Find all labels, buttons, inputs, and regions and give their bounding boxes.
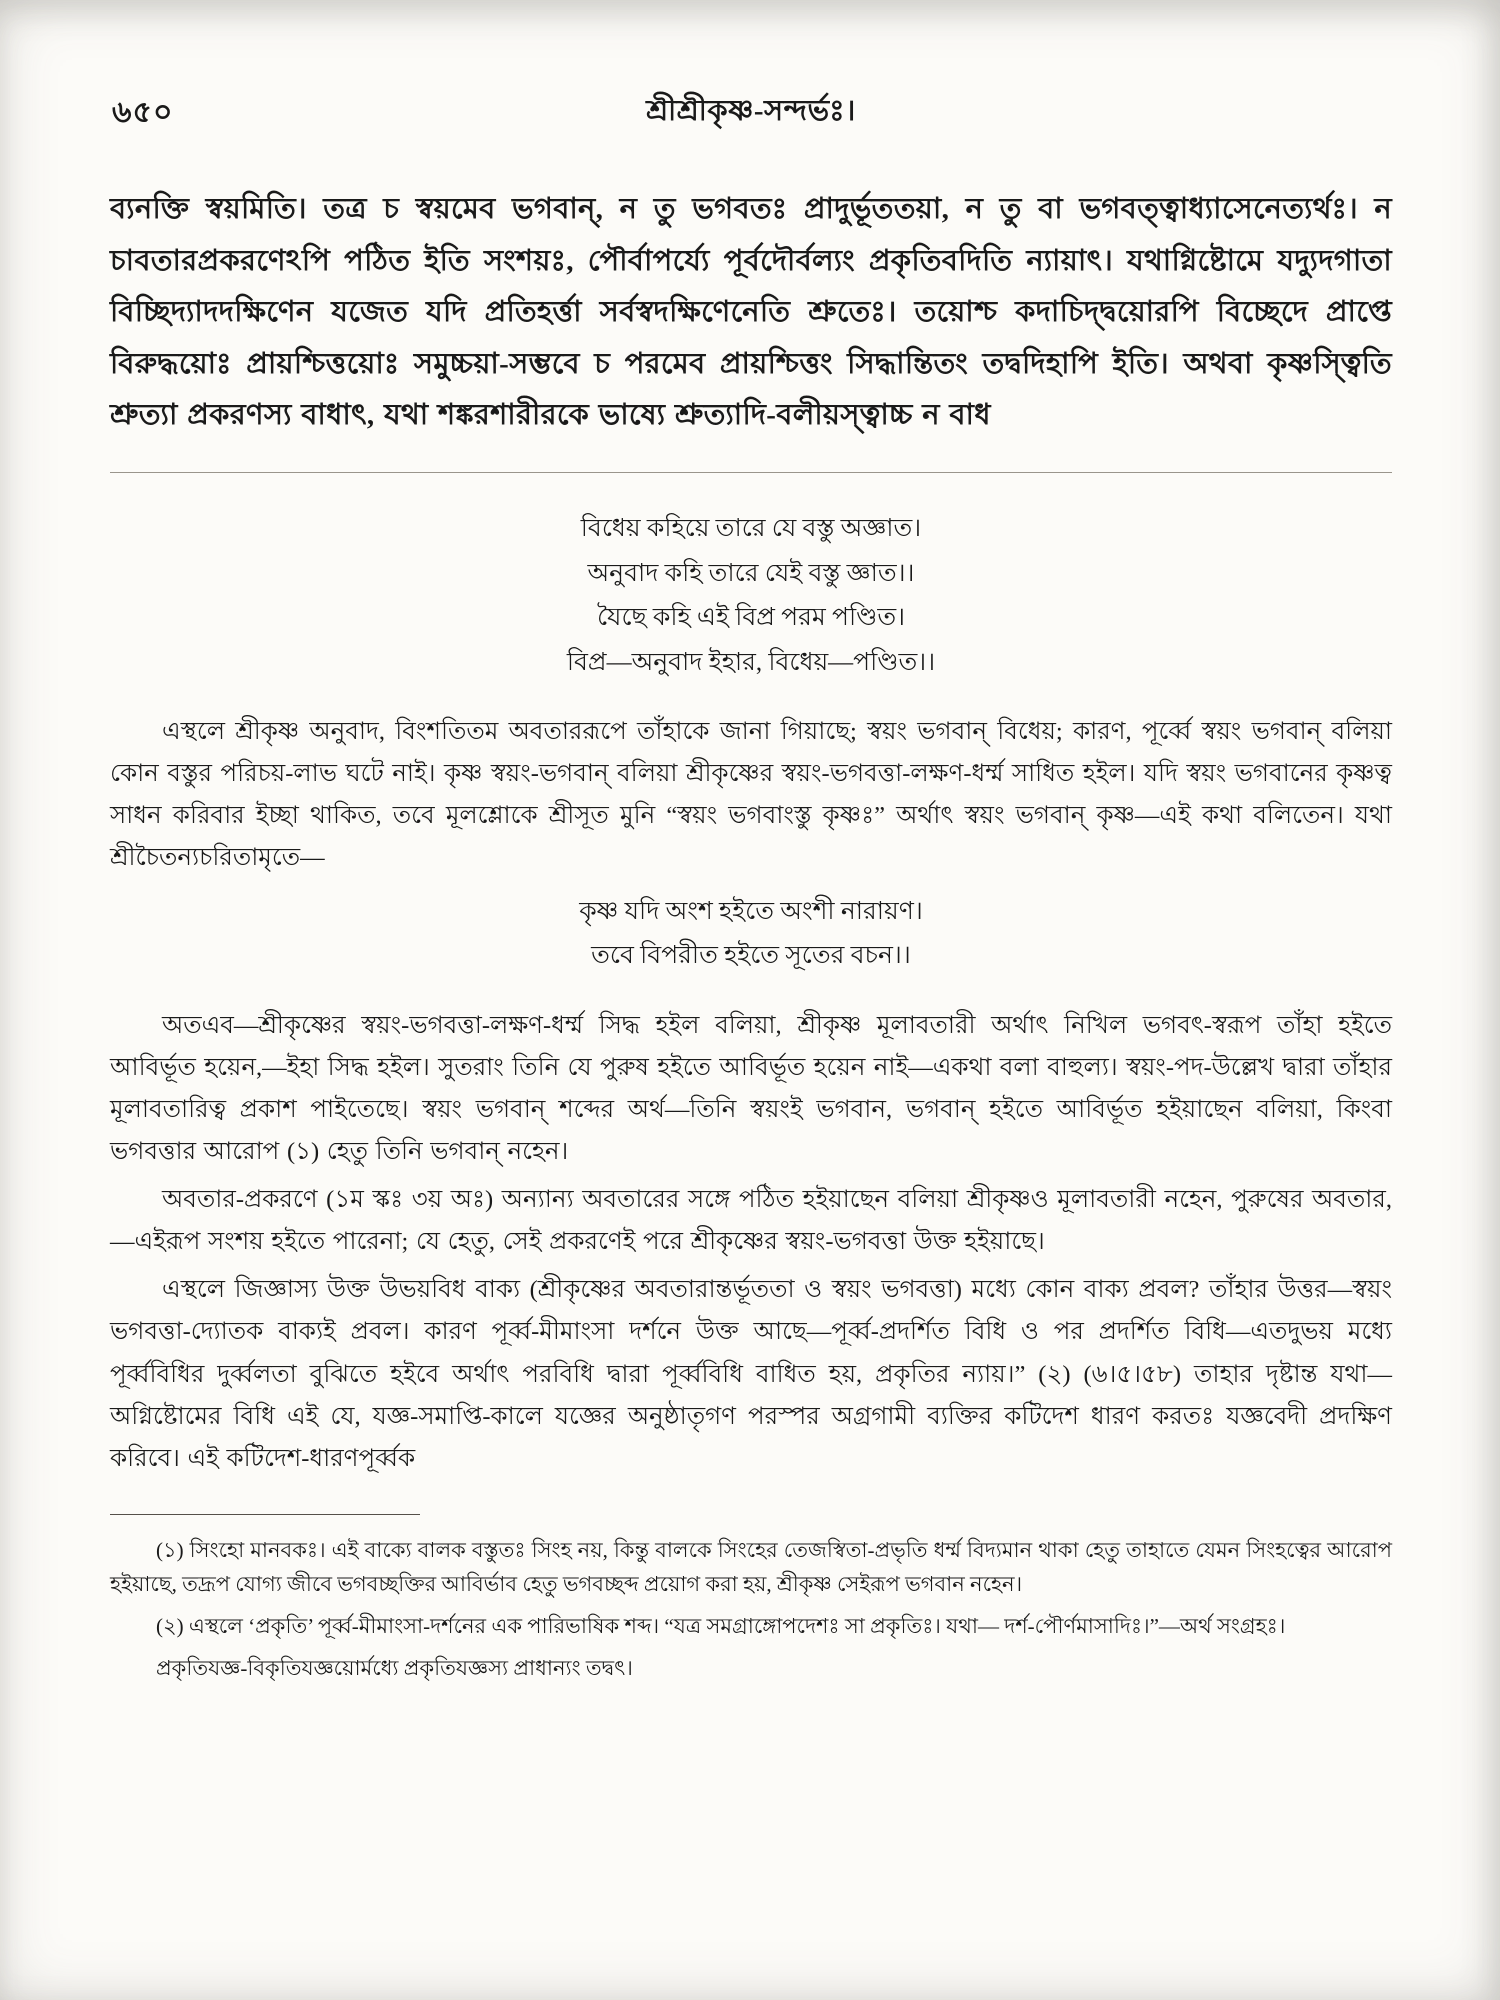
- book-title: শ্রীশ্রীকৃষ্ণ-সন্দর্ভঃ।: [646, 95, 856, 127]
- verse-line: অনুবাদ কহি তারে যেই বস্তু জ্ঞাত।।: [587, 559, 915, 587]
- section-divider-rule: [110, 472, 1392, 473]
- commentary-paragraph-4: এস্থলে জিজ্ঞাস্য উক্ত উভয়বিধ বাক্য (শ্রীকৃষ্ণের অবতারান্তর্ভূততা ও স্বয়ং ভগবত্তা) মধ্যে কোন বাক্য প্রবল? তাঁহার উত্তর—স্বয়ং ভগবত্তা-দ্যোতক বাক্যই প্রবল। কারণ পূর্ব্ব-মীমাংসা দর্শনে উক্ত আছে—পূর্ব্ব-প্রদর্শিত বিধি ও পর প্রদর্শিত বিধি—এতদুভয় মধ্যে পূর্ব্ববিধির দুর্ব্বলতা বুঝিতে হইবে অর্থাৎ পরবিধি দ্বারা পূর্ব্ববিধি বাধিত হয়, প্রকৃতির ন্যায়।” (২) (৬।৫।৫৮) তাহার দৃষ্টান্ত যথা—অগ্নিষ্টোমের বিধি এই যে, যজ্ঞ-সমাপ্তি-কালে যজ্ঞের অনুষ্ঠাতৃগণ পরস্পর অগ্রগামী ব্যক্তির কটিদেশ ধারণ করতঃ যজ্ঞবেদী প্রদক্ষিণ করিবে। এই কটিদেশ-ধারণপূর্ব্বক: [110, 1276, 1392, 1472]
- sanskrit-commentary-paragraph: ব্যনক্তি স্বয়মিতি। তত্র চ স্বয়মেব ভগবান্, ন তু ভগবতঃ প্রাদুর্ভূততয়া, ন তু বা ভগবত্ত্বাধ্যাসেনেত্যর্থঃ। ন চাবতারপ্রকরণেঽপি পঠিত ইতি সংশয়ঃ, পৌর্বাপর্য্যে পূর্বদৌর্বল্যং প্রকৃতিবদিতি ন্যায়াৎ। যথাগ্নিষ্টোমে যদ্যুদগাতা বিচ্ছিদ্যাদদক্ষিণেন যজেত যদি প্রতিহর্ত্তা সর্বস্বদক্ষিণেনেতি শ্রুতেঃ। তয়োশ্চ কদাচিদ্দ্বয়োরপি বিচ্ছেদে প্রাপ্তে বিরুদ্ধয়োঃ প্রায়শ্চিত্তয়োঃ সমুচ্চয়া-সম্ভবে চ পরমেব প্রায়শ্চিত্তং সিদ্ধান্তিতং তদ্বদিহাপি ইতি। অথবা কৃষ্ণস্ত্বিতি শ্রুত্যা প্রকরণস্য বাধাৎ, যথা শঙ্করশারীরকে ভাষ্যে শ্রুত্যাদি-বলীয়স্ত্বাচ্চ ন বাধ: [110, 193, 1392, 432]
- verse-line: তবে বিপরীত হইতে সূতের বচন।।: [591, 942, 911, 970]
- verse-line: কৃষ্ণ যদি অংশ হইতে অংশী নারায়ণ।: [579, 897, 923, 925]
- page-header: [110, 88, 1392, 140]
- commentary-paragraph-1: এস্থলে শ্রীকৃষ্ণ অনুবাদ, বিংশতিতম অবতাররূপে তাঁহাকে জানা গিয়াছে; স্বয়ং ভগবান্ বিধেয়; কারণ, পূর্ব্বে স্বয়ং ভগবান্ বলিয়া কোন বস্তুর পরিচয়-লাভ ঘটে নাই। কৃষ্ণ স্বয়ং-ভগবান্ বলিয়া শ্রীকৃষ্ণের স্বয়ং-ভগবত্তা-লক্ষণ-ধর্ম্ম সাধিত হইল। যদি স্বয়ং ভগবানের কৃষ্ণত্ব সাধন করিবার ইচ্ছা থাকিত, তবে মূলশ্লোকে শ্রীসূত মুনি “স্বয়ং ভগবাংস্তু কৃষ্ণঃ” অর্থাৎ স্বয়ং ভগবান্ কৃষ্ণ—এই কথা বলিতেন। যথা শ্রীচৈতন্যচরিতামৃতে—: [110, 718, 1392, 872]
- footnote-2: (২) এস্থলে ‘প্রকৃতি’ পূর্ব্ব-মীমাংসা-দর্শনের এক পারিভাষিক শব্দ। “যত্র সমগ্রাঙ্গোপদেশঃ সা প্রকৃতিঃ। যথা— দর্শ-পৌর্ণমাসাদিঃ।”—অর্থ সংগ্রহঃ।: [156, 1613, 1286, 1638]
- commentary-paragraph-3: অবতার-প্রকরণে (১ম স্কঃ ৩য় অঃ) অন্যান্য অবতারের সঙ্গে পঠিত হইয়াছেন বলিয়া শ্রীকৃষ্ণও মূলাবতারী নহেন, পুরুষের অবতার,—এইরূপ সংশয় হইতে পারেনা; যে হেতু, সেই প্রকরণেই পরে শ্রীকৃষ্ণের স্বয়ং-ভগবত্তা উক্ত হইয়াছে।: [110, 1186, 1392, 1256]
- footnotes-section: [110, 1533, 1392, 1685]
- footnote-3: প্রকৃতিযজ্ঞ-বিকৃতিযজ্ঞয়োর্মধ্যে প্রকৃতিযজ্ঞস্য প্রাধান্যং তদ্বৎ।: [156, 1655, 633, 1680]
- verse-block-2: [110, 890, 1392, 979]
- verse-line: বিপ্র—অনুবাদ ইহার, বিধেয়—পণ্ডিত।।: [566, 648, 936, 676]
- page-number: ৬৫০: [112, 96, 174, 129]
- footnote-1: (১) সিংহো মানবকঃ। এই বাক্যে বালক বস্তুতঃ সিংহ নয়, কিন্তু বালকে সিংহের তেজস্বিতা-প্রভৃতি ধর্ম্ম বিদ্যমান থাকা হেতু তাহাতে যেমন সিংহত্বের আরোপ হইয়াছে, তদ্রূপ যোগ্য জীবে ভগবচ্ছক্তির আবির্ভাব হেতু ভগবচ্ছব্দ প্রয়োগ করা হয়, শ্রীকৃষ্ণ সেইরূপ ভগবান নহেন।: [110, 1537, 1392, 1596]
- commentary-paragraph-2: অতএব—শ্রীকৃষ্ণের স্বয়ং-ভগবত্তা-লক্ষণ-ধর্ম্ম সিদ্ধ হইল বলিয়া, শ্রীকৃষ্ণ মূলাবতারী অর্থাৎ নিখিল ভগবৎ-স্বরূপ তাঁহা হইতে আবির্ভূত হয়েন,—ইহা সিদ্ধ হইল। সুতরাং তিনি যে পুরুষ হইতে আবির্ভূত হয়েন নাই—একথা বলা বাহুল্য। স্বয়ং-পদ-উল্লেখ দ্বারা তাঁহার মূলাবতারিত্ব প্রকাশ পাইতেছে। স্বয়ং ভগবান্ শব্দের অর্থ—তিনি স্বয়ংই ভগবান, ভগবান্ হইতে আবির্ভূত হইয়াছেন বলিয়া, কিংবা ভগবত্তার আরোপ (১) হেতু তিনি ভগবান্ নহেন।: [110, 1011, 1392, 1165]
- verse-line: বিধেয় কহিয়ে তারে যে বস্তু অজ্ঞাত।: [580, 515, 922, 543]
- verse-block-1: [110, 507, 1392, 685]
- footnote-divider-rule: [110, 1514, 420, 1515]
- verse-line: যৈছে কহি এই বিপ্র পরম পণ্ডিত।: [596, 604, 906, 632]
